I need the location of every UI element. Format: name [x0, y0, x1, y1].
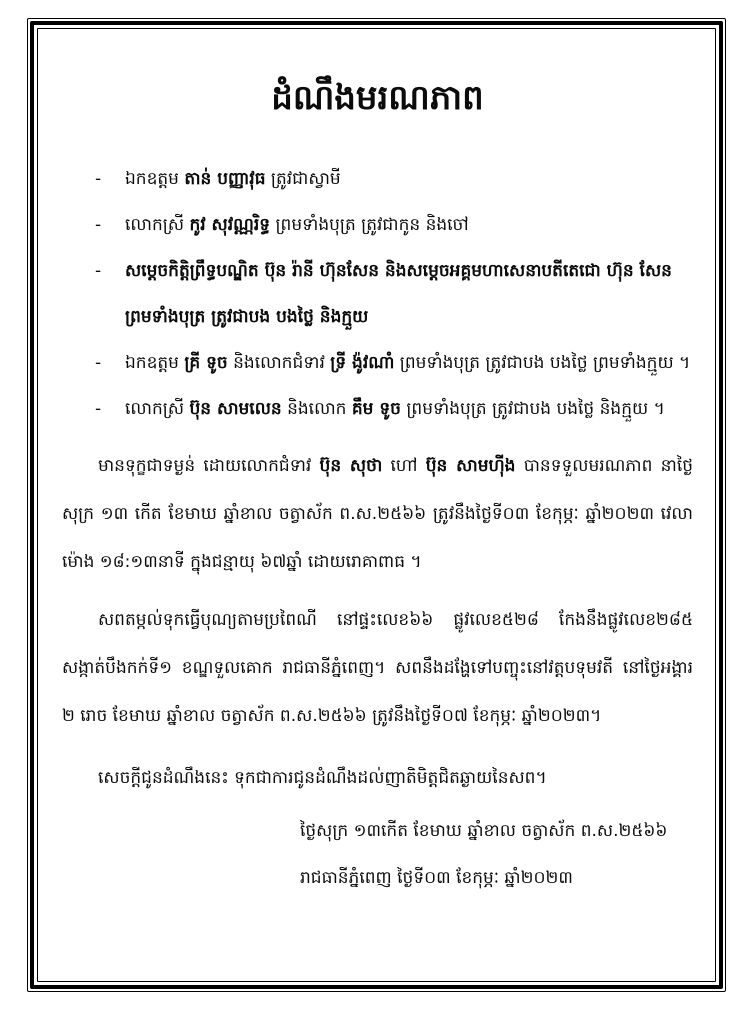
text-segment: ព្រមទាំងបុត្រ ត្រូវជាបង បងថ្លៃ និងក្មួយ ។ [400, 399, 665, 419]
text-segment: បានទទួលមរណភាព នាថ្ងៃសុក្រ ១៣ កើត ខែមាឃ ឆ្នាំខាល ចត្វាស័ក ព.ស.២៥៦៦ ត្រូវនឹងថ្ងៃទី០៣ ខែកុម្ភៈ ឆ្នាំ២០២៣ វេលាម៉ោង ១៨:១៣នាទី ក្នុងជន្មាយុ ៦៧ឆ្នាំ ដោយរោគាពាធ ។ [62, 456, 694, 572]
page-title: ដំណឹងមរណភាព [271, 78, 484, 118]
text-segment: លោកស្រី [125, 399, 190, 419]
text-segment: មានទុក្ខជាទម្ងន់ ដោយលោកជំទាវ [98, 456, 320, 476]
bullet-dash: - [95, 399, 102, 419]
closing-line: សេចក្ដីជូនដំណឹងនេះ ទុកជាការជូនដំណឹងដល់ញាតិមិត្តជិតឆ្ងាយនៃសព។ [98, 768, 547, 788]
person-name: ប៊ុន សាមលេន [189, 399, 282, 419]
list-item-text [125, 202, 693, 248]
text-segment: ឯកឧត្តម [125, 353, 185, 373]
bullet-dash: - [95, 353, 102, 373]
list-item-text [125, 340, 693, 386]
paragraph-death-details [62, 442, 693, 586]
text-segment: សពតម្កល់ទុកធ្វើបុណ្យតាមប្រពៃណី នៅផ្ទះលេខ៦៦ ផ្លូវលេខ៥២៨ កែងនឹងផ្លូវលេខ២៨៥ សង្កាត់បឹងកក់ទី១ ខណ្ឌទួលគោក រាជធានីភ្នំពេញ។ សពនឹងដង្ហែទៅបញ្ចុះនៅវត្តបទុមវតី នៅថ្ងៃអង្គារ ២ រោច ខែមាឃ ឆ្នាំខាល ចត្វាស័ក ព.ស.២៥៦៦ ត្រូវនឹងថ្ងៃទី០៧ ខែកុម្ភៈ ឆ្នាំ២០២៣។ [62, 610, 693, 726]
bullet-dash: - [95, 261, 102, 281]
list-item [62, 248, 693, 340]
text-segment: ត្រូវជាស្វាមី [265, 169, 341, 189]
text-segment: ព្រមទាំងបុត្រ ត្រូវជាកូន និងចៅ [270, 215, 469, 235]
date-line: រាជធានីភ្នំពេញ ថ្ងៃទី០៣ ខែកុម្ភៈ ឆ្នាំ២០២៣ [300, 868, 573, 888]
list-item [62, 340, 693, 386]
person-name: កូវ សុវណ្ណរិទ្ធ [189, 215, 271, 235]
list-item [62, 202, 693, 248]
person-name: គ្រី ទូច [184, 353, 228, 373]
text-segment: ព្រមទាំងបុត្រ ត្រូវជាបង បងថ្លៃ ព្រមទាំងក្មួយ ។ [394, 353, 691, 373]
text-segment: និងលោក [281, 399, 352, 419]
list-item [62, 386, 693, 432]
list-item-text [125, 248, 693, 340]
text-segment: ឯកឧត្តម [125, 169, 185, 189]
paragraph-funeral-details [62, 596, 693, 740]
person-name: ទ្រី ង៉ូវណាំ [330, 353, 395, 373]
announcement-content [62, 52, 693, 902]
person-name: តាន់ បញ្ញាវុធ [184, 169, 266, 189]
bullet-dash: - [95, 215, 102, 235]
list-item [62, 156, 693, 202]
list-item-text [125, 156, 693, 202]
text-segment: ហៅ [382, 456, 426, 476]
date-line: ថ្ងៃសុក្រ ១៣កើត ខែមាឃ ឆ្នាំខាល ចត្វាស័ក ព.ស.២៥៦៦ [300, 821, 668, 841]
text-segment: និងលោកជំទាវ [227, 353, 331, 373]
text-segment: លោកស្រី [125, 215, 190, 235]
relatives-list [62, 156, 693, 432]
person-name: ប៊ុន សាមហ៊ីង [425, 456, 516, 476]
bullet-dash: - [95, 169, 102, 189]
person-name: ប៊ុន សុថា [319, 456, 383, 476]
person-name: សម្ដេចកិត្តិព្រឹទ្ធបណ្ឌិត ប៊ុន រ៉ានី ហ៊ុនសែន និងសម្ដេចអគ្គមហាសេនាបតីតេជោ ហ៊ុន សែន ព្រមទាំងបុត្រ ត្រូវជាបង បងថ្លៃ និងក្មួយ [125, 261, 672, 327]
person-name: គឹម ទូច [351, 399, 401, 419]
date-block [300, 808, 693, 902]
list-item-text [125, 386, 693, 432]
body-paragraphs [62, 442, 693, 740]
